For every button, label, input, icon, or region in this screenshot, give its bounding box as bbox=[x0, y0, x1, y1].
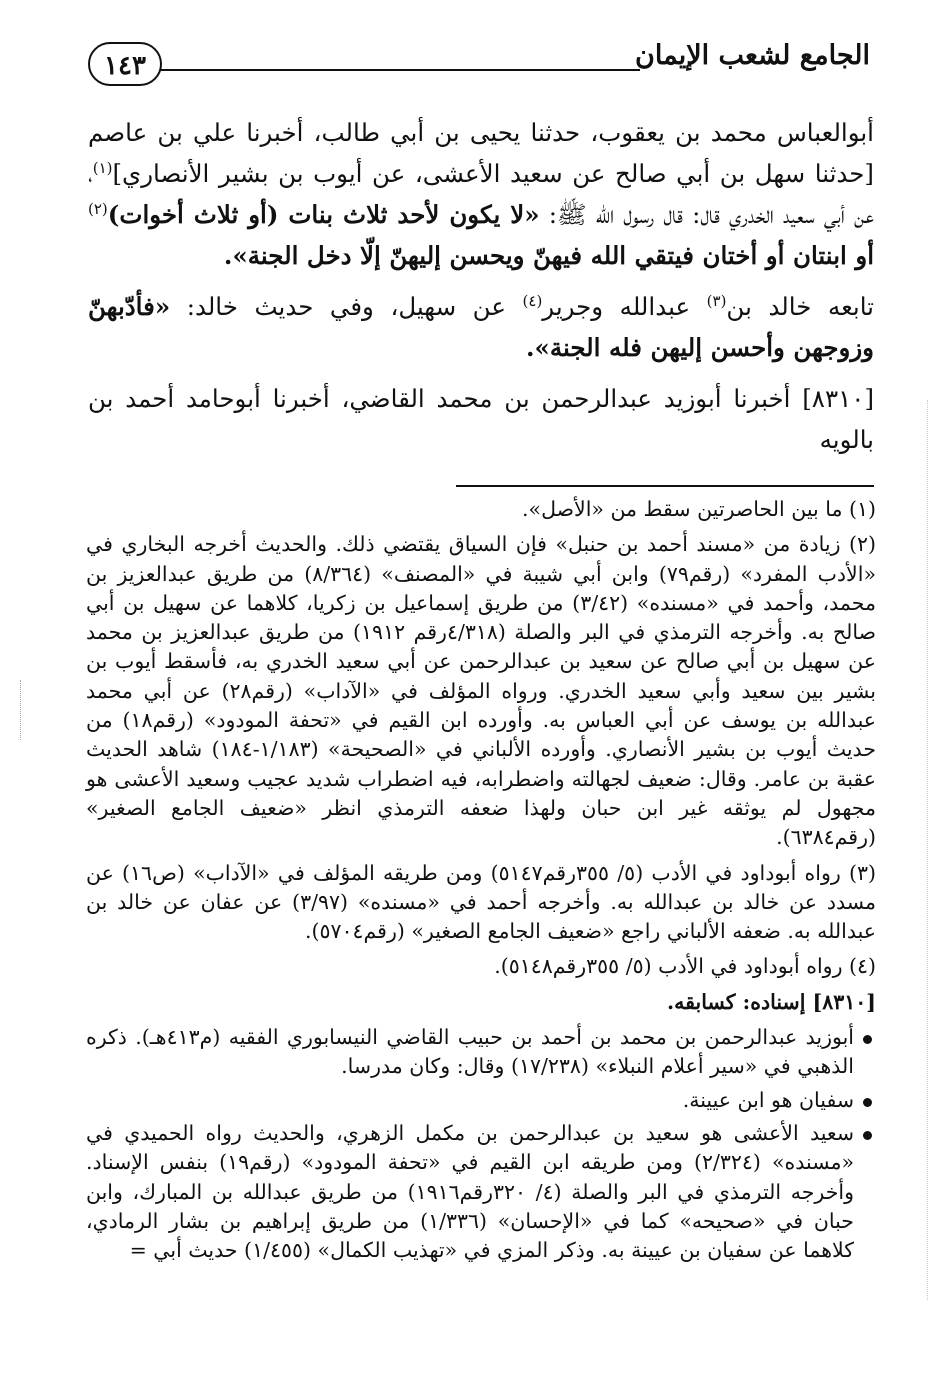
page-header bbox=[90, 36, 870, 96]
hadith-matn: «لا يكون لأحد ثلاث بنات (أو ثلاث أخوات) bbox=[107, 200, 540, 229]
footnote-separator bbox=[456, 485, 874, 487]
footnote-ref-4: (٤) bbox=[522, 291, 543, 310]
footnote-2: (٢) زيادة من «مسند أحمد بن حنبل» فإن السياق يقتضي ذلك. والحديث أخرجه البخاري في «الأدب المفرد» (رقم٧٩) وابن أبي شيبة في «المصنف» (٨/٣٦٤) من طريق عبدالعزيز بن محمد، وأحمد في «مسنده» (٣/٤٢) من طريق إسماعيل بن زكريا، كلاهما عن سهيل بن أبي صالح به. وأخرجه الترمذي في البر والصلة (٤/٣١٨رقم ١٩١٢) من طريق عبدالعزيز بن محمد عن سهيل بن أبي صالح عن سعيد بن عبدالرحمن عن أبي سعيد الخدري به، فأسقط أيوب بن بشير بين سعيد وأبي سعيد الخدري. ورواه المؤلف في «الآداب» (رقم٢٨) عن أبي محمد عبدالله بن يوسف عن أبي العباس به. وأورده ابن القيم في «تحفة المودود» (رقم١٨) من حديث أيوب بن بشير الأنصاري. وأورده الألباني في «الصحيحة» (١/١٨٣-١٨٤) شاهد الحديث عقبة بن عامر. وقال: ضعيف لجهالته واضطرابه، فيه اضطراب شديد عجيب وسعيد الأعشى هو مجهول لم يوثقه غير ابن حبان ولهذا ضعفه الترمذي انظر «ضعيف الجامع الصغير» (رقم٦٣٨٤). bbox=[86, 532, 877, 850]
footnote-ref-1: (١) bbox=[92, 158, 113, 177]
next-hadith-start: [٨٣١٠] أخبرنا أبوزيد عبدالرحمن بن محمد القاضي، أخبرنا أبوحامد أحمد بن بالويه bbox=[88, 384, 874, 454]
header-rule bbox=[160, 69, 640, 71]
hadith-matn-cont: أو ابنتان أو أختان فيتقي الله فيهنّ ويحسن إليهنّ إلّا دخل الجنة». bbox=[223, 241, 874, 270]
mutaba-text-a: تابعه خالد بن bbox=[726, 292, 874, 321]
scan-edge-mark bbox=[20, 680, 25, 740]
isnad-text: أبوالعباس محمد بن يعقوب، حدثنا يحيى بن أبي طالب، أخبرنا علي بن عاصم [حدثنا سهل بن أبي صالح عن سعيد الأعشى، عن أيوب بن بشير الأنصاري] bbox=[88, 118, 874, 188]
scan-edge-mark-right bbox=[925, 400, 928, 1300]
footnotes bbox=[86, 495, 876, 1269]
footnote-4: (٤) رواه أبوداود في الأدب (٥/ ٣٥٥رقم٥١٤٨). bbox=[494, 954, 876, 979]
mutaba-text-c: عن سهيل، وفي حديث خالد: bbox=[170, 292, 523, 321]
mutaba-paragraph bbox=[88, 286, 874, 368]
isnad-continuation: ، عن أبي سعيد الخدري قال: قال رسول الله ﷺ: bbox=[88, 159, 874, 229]
narrator-list bbox=[86, 1023, 876, 1265]
isnad-heading: [٨٣١٠] إسناده: كسابقه. bbox=[667, 989, 876, 1014]
hadith-paragraph bbox=[88, 112, 874, 276]
page-number: ١٤٣ bbox=[88, 42, 162, 86]
footnote-ref-2: (٢) bbox=[88, 199, 108, 218]
list-item: أبوزيد عبدالرحمن بن محمد بن أحمد بن حبيب القاضي النيسابوري الفقيه (م٤١٣هـ). ذكره الذهبي في «سير أعلام النبلاء» (١٧/٢٣٨) وقال: وكان مدرسا. bbox=[86, 1023, 876, 1082]
footnote-3: (٣) رواه أبوداود في الأدب (٥/ ٣٥٥رقم٥١٤٧) ومن طريقه المؤلف في «الآداب» (ص١٦) عن مسدد عن خالد بن عبدالله به. وأخرجه أحمد في «مسنده» (٣/٩٧) عن عفان عن خالد بن عبدالله به. ضعفه الألباني راجع «ضعيف الجامع الصغير» (رقم٥٧٠٤). bbox=[86, 860, 877, 944]
footnote-ref-3: (٣) bbox=[706, 291, 727, 310]
mutaba-matn: «فأدّبهنّ وزوجهن وأحسن إليهن فله الجنة». bbox=[88, 292, 874, 362]
list-item: سعيد الأعشى هو سعيد بن عبدالرحمن بن مكمل الزهري، والحديث رواه الحميدي في «مسنده» (٢/٣٢٤) ومن طريقه ابن القيم في «تحفة المودود» (رقم١٩) بنفس الإسناد. وأخرجه الترمذي في البر والصلة (٤/ ٣٢٠رقم١٩١٦) من طريق عبدالله بن المبارك، وابن حبان في «صحيحه» كما في «الإحسان» (١/٣٣٦) من طريق إبراهيم بن بشار الرمادي، كلاهما عن سفيان بن عيينة به. وذكر المزي في «تهذيب الكمال» (١/٤٥٥) حديث أبي = bbox=[86, 1119, 876, 1265]
running-title: الجامع لشعب الإيمان bbox=[635, 40, 870, 71]
list-item: سفيان هو ابن عيينة. bbox=[86, 1086, 876, 1115]
mutaba-text-b: عبدالله وجرير bbox=[542, 292, 707, 321]
main-text bbox=[88, 112, 874, 470]
footnote-1: (١) ما بين الحاصرتين سقط من «الأصل». bbox=[522, 497, 876, 521]
